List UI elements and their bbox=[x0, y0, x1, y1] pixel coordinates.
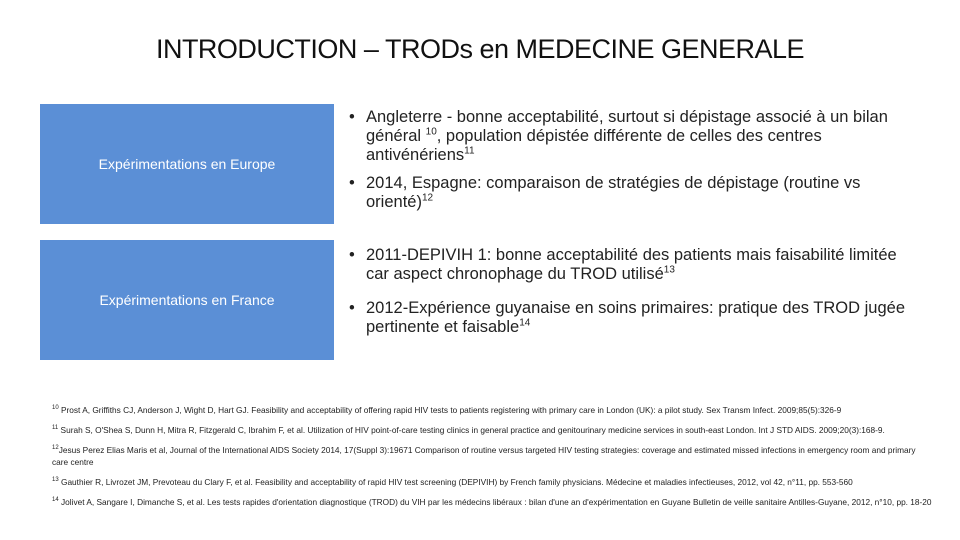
bullet-text: 2014, Espagne: comparaison de stratégies de dépistage (routine vs orienté) bbox=[366, 174, 861, 211]
section-label-text: Expérimentations en France bbox=[99, 292, 275, 308]
reference-item bbox=[52, 424, 932, 436]
reference-number: 11 bbox=[52, 425, 59, 432]
reference-number: 12 bbox=[52, 445, 59, 452]
references bbox=[52, 404, 932, 516]
bullet-item bbox=[346, 246, 906, 284]
slide-title: INTRODUCTION – TRODs en MEDECINE GENERALE bbox=[155, 34, 805, 64]
reference-text: Jesus Perez Elias Maris et al, Journal of the International AIDS Society 2014, 17(Suppl 3):19671 Comparison of routine versus targeted HIV testing strategies: coverage and estimated missed infections in emergency room and primary care centre bbox=[52, 445, 916, 467]
reference-number: 14 bbox=[52, 497, 59, 504]
reference-text: Gauthier R, Livrozet JM, Prevoteau du Clary F, et al. Feasibility and acceptability of rapid HIV test screening (DEPIVIH) by French family physicians. Médecine et maladies infectieuses, 2012, vol 42, n°11, pp. 553-560 bbox=[58, 477, 853, 487]
reference-text: Prost A, Griffiths CJ, Anderson J, Wight D, Hart GJ. Feasibility and acceptability of offering rapid HIV tests to patients registering with primary care in London (UK): a pilot study. Sex Transm Infect. 2009;85(5):326-9 bbox=[58, 405, 842, 415]
reference-item bbox=[52, 476, 932, 488]
bullet-text: Angleterre - bonne acceptabilité, surtout si dépistage associé à un bilan général bbox=[366, 108, 888, 145]
section-label-france bbox=[40, 240, 334, 360]
footnote-ref: 10 bbox=[425, 126, 437, 138]
reference-text: Surah S, O'Shea S, Dunn H, Mitra R, Fitzgerald C, Ibrahim F, et al. Utilization of HIV point-of-care testing clinics in general practice and genitourinary medicine services in south-east London. Int J STD AIDS. 2009;20(3):168-9. bbox=[58, 425, 885, 435]
reference-item bbox=[52, 496, 932, 508]
bullet-text: 2011-DEPIVIH 1: bonne acceptabilité des patients mais faisabilité limitée car aspect chronophage du TROD utilisé bbox=[366, 246, 897, 283]
reference-number: 10 bbox=[52, 405, 59, 412]
bullet-item bbox=[346, 299, 906, 337]
reference-item bbox=[52, 444, 932, 468]
bullet-text-tail: , population dépistée différente de celles des centres antivénériens bbox=[366, 127, 822, 164]
reference-text: Jolivet A, Sangare I, Dimanche S, et al. Les tests rapides d'orientation diagnostique (TROD) du VIH par les médecins libéraux : bilan d'une an d'expérimentation en Guyane Bulletin de veille sanitaire Antilles-Guyane, 2012, n°10, pp. 18-20 bbox=[58, 497, 932, 507]
footnote-ref: 13 bbox=[663, 264, 675, 276]
reference-number: 13 bbox=[52, 477, 59, 484]
bullet-list-france bbox=[346, 246, 906, 352]
footnote-ref: 12 bbox=[421, 192, 434, 204]
footnote-ref: 11 bbox=[464, 145, 475, 157]
footnote-ref: 14 bbox=[519, 317, 531, 329]
bullet-item bbox=[346, 174, 906, 212]
reference-item bbox=[52, 404, 932, 416]
section-label-europe bbox=[40, 104, 334, 224]
bullet-item bbox=[346, 108, 906, 165]
bullet-list-europe bbox=[346, 108, 906, 221]
bullet-text: 2012-Expérience guyanaise en soins primaires: pratique des TROD jugée pertinente et faisable bbox=[366, 299, 905, 336]
section-label-text: Expérimentations en Europe bbox=[98, 156, 276, 172]
